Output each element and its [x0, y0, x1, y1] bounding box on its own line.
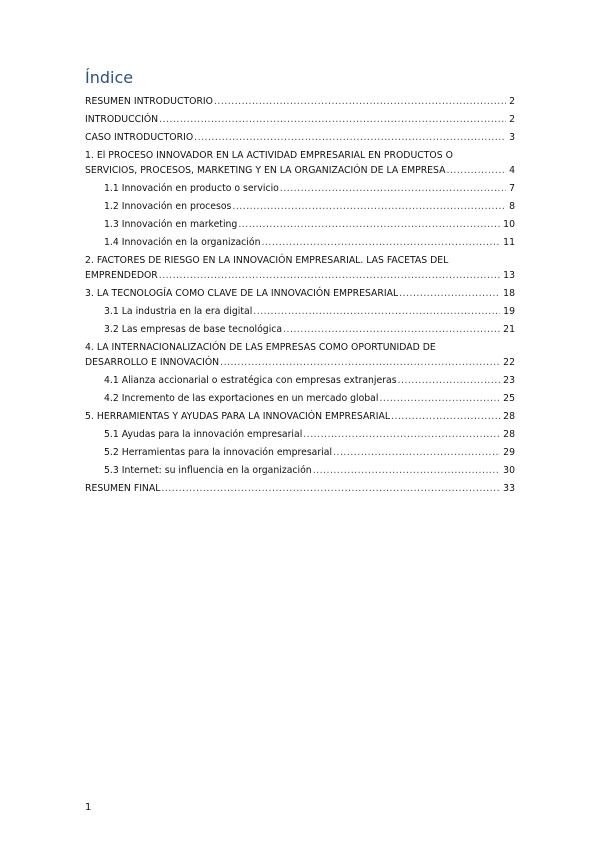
- toc-dot-leader: [261, 235, 500, 250]
- toc-dot-leader: [161, 481, 500, 496]
- toc-entry-title-line1: 2. FACTORES DE RIESGO EN LA INNOVACIÓN EMPRESARIAL. LAS FACETAS DEL: [85, 255, 449, 266]
- toc-entry-page: 23: [503, 375, 515, 386]
- toc-entry-title: 5.3 Internet: su influencia en la organización: [104, 465, 312, 476]
- toc-dot-leader: [333, 445, 500, 460]
- toc-entry-page: 3: [509, 132, 515, 143]
- toc-entry-row: [104, 181, 515, 196]
- toc-dot-leader: [232, 199, 506, 214]
- page-number: 1: [85, 802, 92, 813]
- toc-entry[interactable]: [85, 427, 515, 442]
- toc-entry[interactable]: [85, 463, 515, 478]
- toc-entry[interactable]: [85, 373, 515, 388]
- toc-entry-page: 13: [503, 270, 515, 281]
- toc-entry-row: [85, 130, 515, 145]
- toc-entry-title: 1.4 Innovación en la organización: [104, 237, 261, 248]
- toc-entry[interactable]: [85, 340, 515, 370]
- toc-entry-row: [85, 355, 515, 370]
- toc-entry-page: 30: [503, 465, 515, 476]
- toc-entry-row: [85, 163, 515, 178]
- toc-entry-title: RESUMEN FINAL: [85, 483, 161, 494]
- toc-dot-leader: [391, 409, 500, 424]
- toc-entry-title: DESARROLLO E INNOVACIÓN: [85, 357, 220, 368]
- table-of-contents: [85, 94, 515, 496]
- toc-entry[interactable]: [85, 235, 515, 250]
- toc-entry-row: [104, 463, 515, 478]
- toc-entry-title: RESUMEN INTRODUCTORIO: [85, 96, 213, 107]
- toc-dot-leader: [303, 427, 500, 442]
- toc-entry-row: [104, 235, 515, 250]
- toc-dot-leader: [238, 217, 500, 232]
- toc-entry-page: 8: [509, 201, 515, 212]
- toc-entry-page: 19: [503, 306, 515, 317]
- toc-entry[interactable]: [85, 94, 515, 109]
- toc-entry-page: 25: [503, 393, 515, 404]
- toc-entry-page: 4: [509, 165, 515, 176]
- toc-dot-leader: [159, 112, 506, 127]
- toc-entry-page: 2: [509, 114, 515, 125]
- toc-entry-row: [85, 112, 515, 127]
- toc-dot-leader: [313, 463, 500, 478]
- toc-entry-title: 5.1 Ayudas para la innovación empresarial: [104, 429, 303, 440]
- toc-entry-row: [104, 199, 515, 214]
- toc-entry[interactable]: [85, 481, 515, 496]
- toc-entry-row: [104, 445, 515, 460]
- toc-entry[interactable]: [85, 304, 515, 319]
- toc-dot-leader: [220, 355, 500, 370]
- toc-entry[interactable]: [85, 112, 515, 127]
- toc-entry-title: SERVICIOS, PROCESOS, MARKETING Y EN LA ORGANIZACIÓN DE LA EMPRESA: [85, 165, 446, 176]
- toc-entry[interactable]: [85, 253, 515, 283]
- toc-entry-title: 5. HERRAMIENTAS Y AYUDAS PARA LA INNOVACIÓN EMPRESARIAL: [85, 411, 391, 422]
- toc-entry-title: 5.2 Herramientas para la innovación empresarial: [104, 447, 333, 458]
- toc-entry[interactable]: [85, 391, 515, 406]
- toc-dot-leader: [253, 304, 500, 319]
- toc-entry-page: 7: [509, 183, 515, 194]
- toc-entry-page: 10: [503, 219, 515, 230]
- toc-entry-row: [85, 268, 515, 283]
- toc-entry-row: [104, 217, 515, 232]
- toc-entry[interactable]: [85, 130, 515, 145]
- toc-entry-title-line1: 1. El PROCESO INNOVADOR EN LA ACTIVIDAD EMPRESARIAL EN PRODUCTOS O: [85, 150, 453, 161]
- toc-entry-row: [104, 304, 515, 319]
- toc-entry-page: 22: [503, 357, 515, 368]
- toc-entry-page: 2: [509, 96, 515, 107]
- toc-entry-page: 21: [503, 324, 515, 335]
- toc-entry[interactable]: [85, 409, 515, 424]
- toc-entry-page: 28: [503, 411, 515, 422]
- toc-dot-leader: [280, 181, 506, 196]
- toc-entry-page: 11: [503, 237, 515, 248]
- toc-entry-title: 1.3 Innovación en marketing: [104, 219, 238, 230]
- toc-dot-leader: [194, 130, 506, 145]
- toc-entry-title: 3.2 Las empresas de base tecnológica: [104, 324, 283, 335]
- toc-dot-leader: [398, 373, 501, 388]
- toc-entry-title: 3.1 La industria en la era digital: [104, 306, 253, 317]
- toc-entry[interactable]: [85, 148, 515, 178]
- toc-entry-title: 1.2 Innovación en procesos: [104, 201, 232, 212]
- toc-entry-page: 28: [503, 429, 515, 440]
- toc-entry-title: CASO INTRODUCTORIO: [85, 132, 194, 143]
- toc-entry[interactable]: [85, 217, 515, 232]
- toc-entry[interactable]: [85, 199, 515, 214]
- toc-entry-row: [85, 286, 515, 301]
- toc-entry[interactable]: [85, 445, 515, 460]
- toc-entry-row: [104, 322, 515, 337]
- toc-entry[interactable]: [85, 181, 515, 196]
- toc-entry-title-line1: 4. LA INTERNACIONALIZACIÓN DE LAS EMPRESAS COMO OPORTUNIDAD DE: [85, 342, 436, 353]
- toc-entry-title: 4.2 Incremento de las exportaciones en un mercado global: [104, 393, 379, 404]
- toc-entry-title: EMPRENDEDOR: [85, 270, 158, 281]
- toc-entry-row: [85, 481, 515, 496]
- toc-dot-leader: [214, 94, 506, 109]
- toc-entry-title: 1.1 Innovación en producto o servicio: [104, 183, 279, 194]
- toc-entry-row: [85, 409, 515, 424]
- toc-entry-title: 4.1 Alianza accionarial o estratégica con empresas extranjeras: [104, 375, 397, 386]
- toc-dot-leader: [446, 163, 506, 178]
- toc-title: Índice: [85, 68, 134, 87]
- toc-entry-page: 18: [503, 288, 515, 299]
- toc-dot-leader: [399, 286, 500, 301]
- toc-entry[interactable]: [85, 322, 515, 337]
- toc-dot-leader: [283, 322, 500, 337]
- toc-entry-title: 3. LA TECNOLOGÍA COMO CLAVE DE LA INNOVACIÓN EMPRESARIAL: [85, 288, 399, 299]
- toc-entry-page: 33: [503, 483, 515, 494]
- toc-entry-row: [85, 94, 515, 109]
- toc-entry-title: INTRODUCCIÓN: [85, 114, 159, 125]
- toc-entry-page: 29: [503, 447, 515, 458]
- toc-dot-leader: [159, 268, 500, 283]
- toc-entry-row: [104, 373, 515, 388]
- toc-entry[interactable]: [85, 286, 515, 301]
- toc-dot-leader: [379, 391, 500, 406]
- toc-entry-row: [104, 391, 515, 406]
- toc-entry-row: [104, 427, 515, 442]
